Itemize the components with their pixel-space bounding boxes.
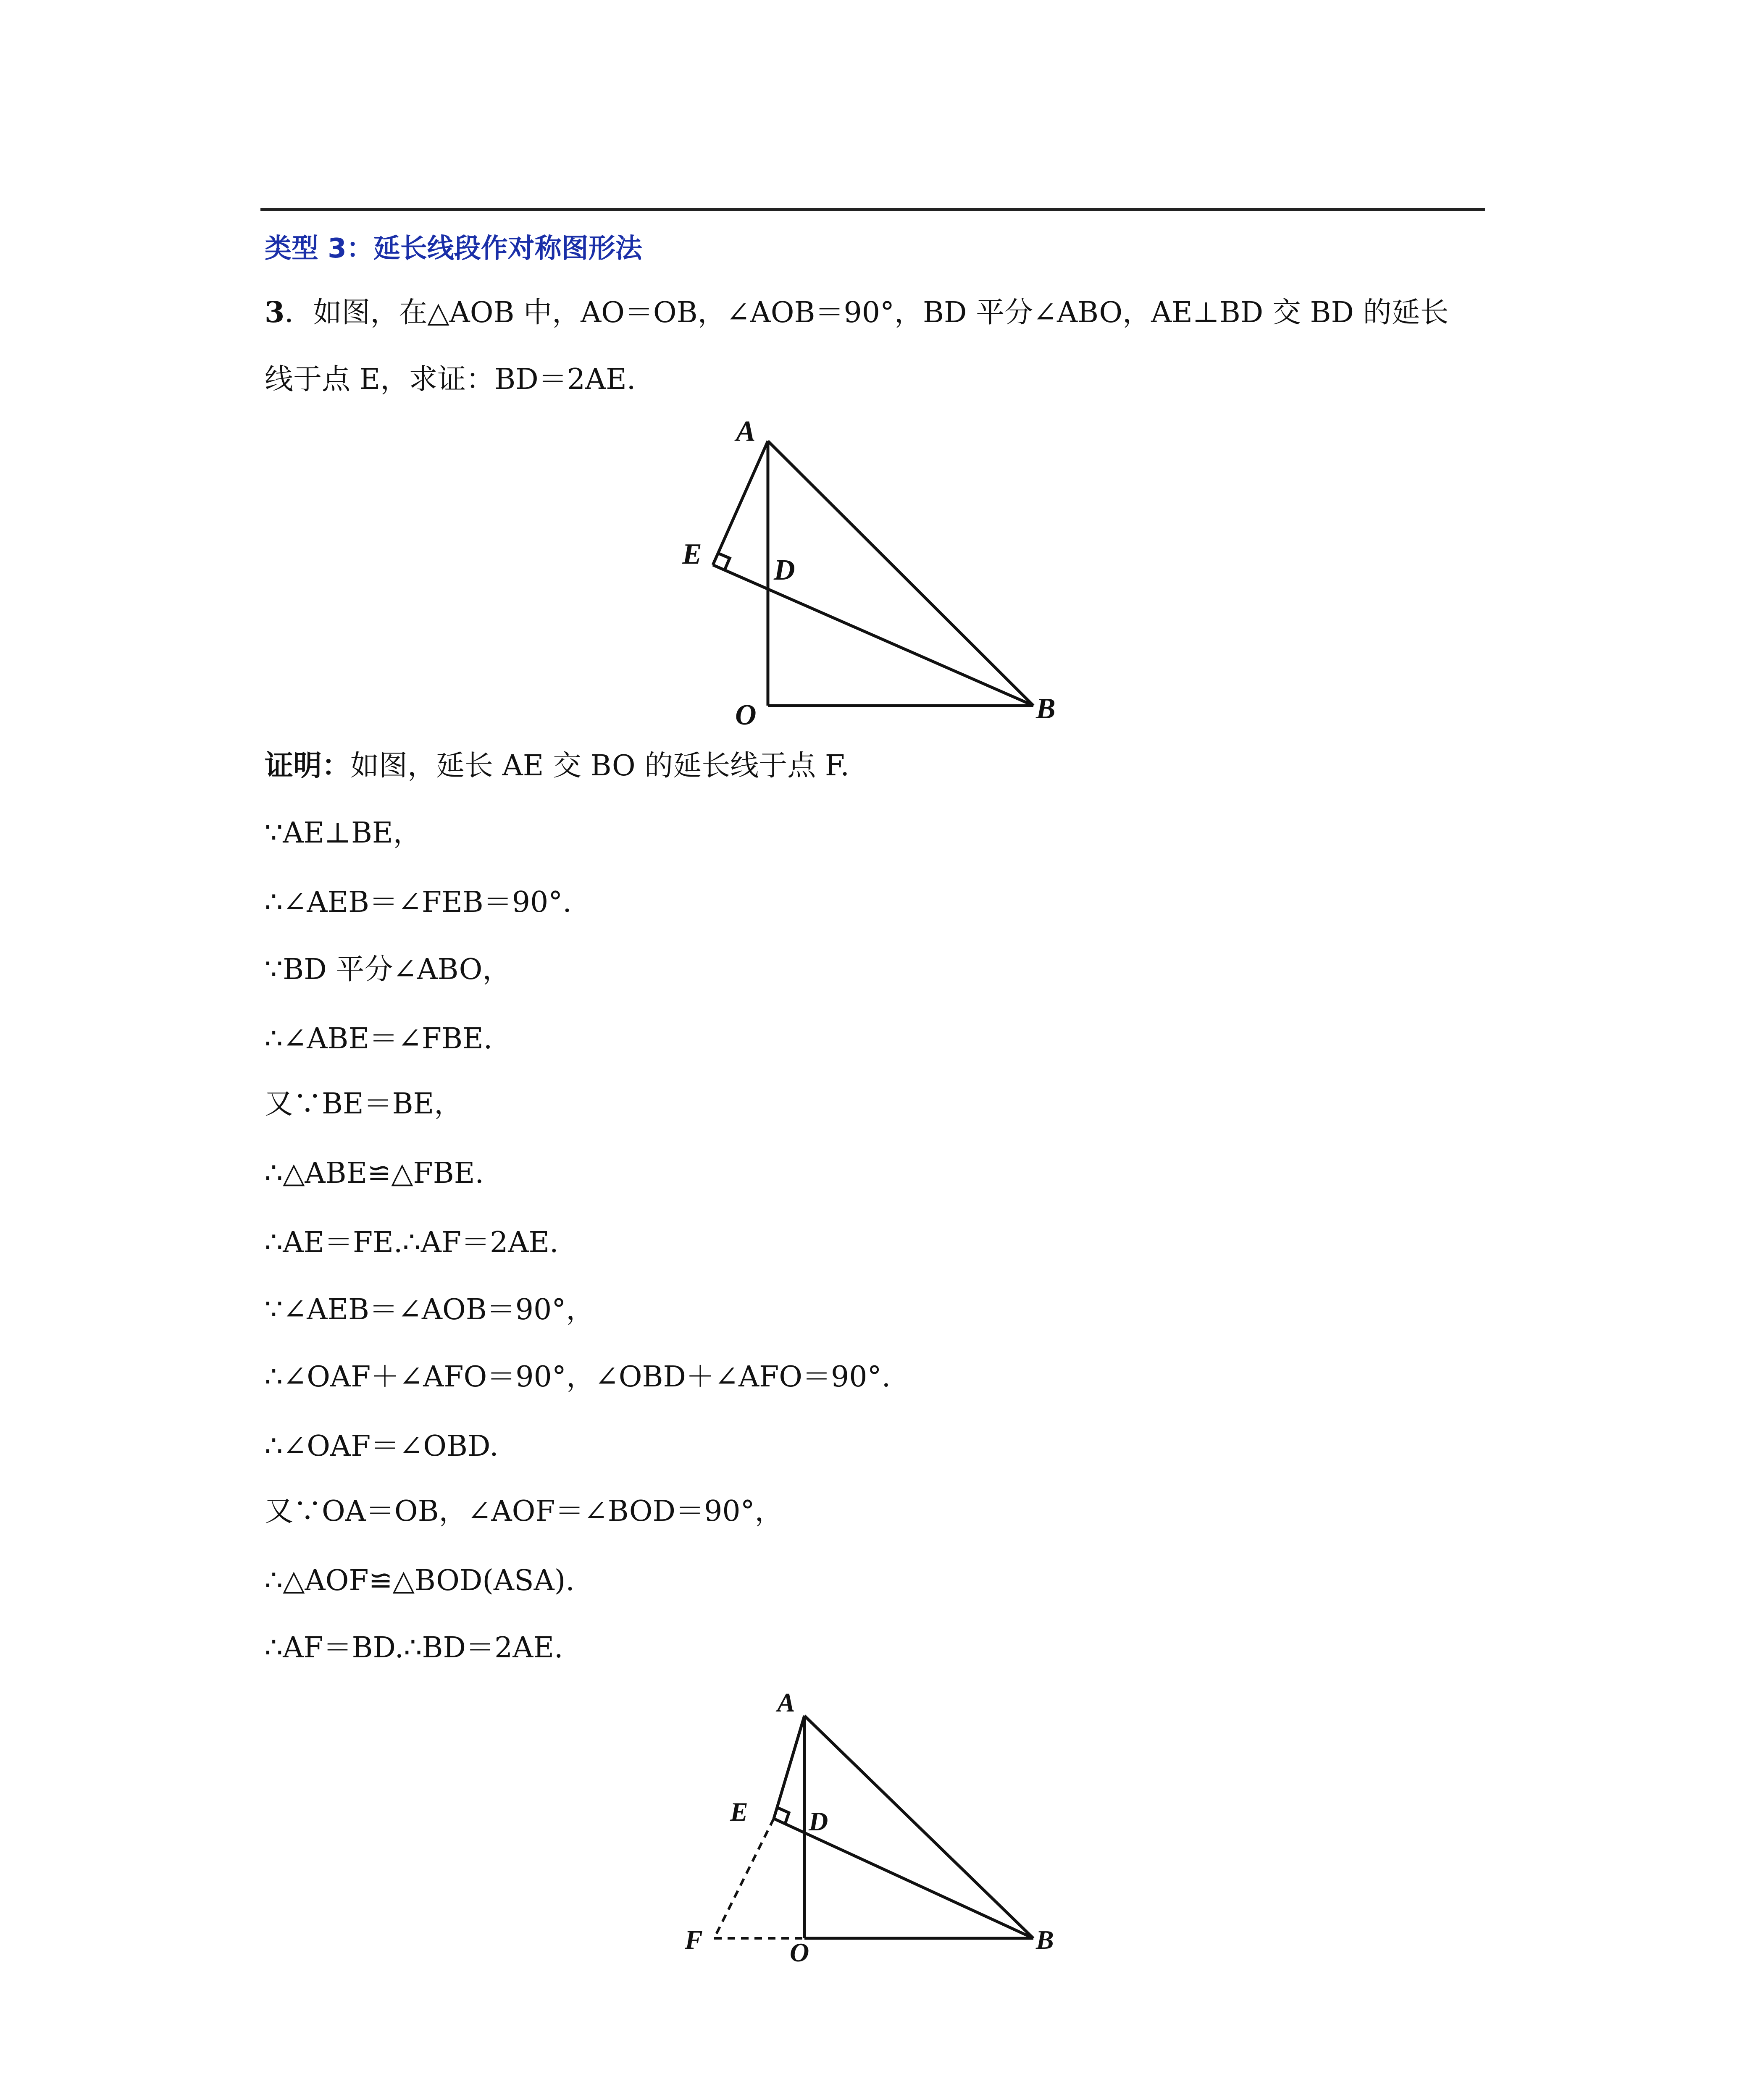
- proof-step: ∴∠OAF＝∠OBD.: [265, 1430, 499, 1463]
- section-heading: 类型 3：延长线段作对称图形法: [265, 233, 642, 264]
- label-O: O: [790, 1937, 809, 1967]
- proof-step: ∴△ABE≌△FBE.: [265, 1157, 484, 1190]
- proof-step: ∵BD 平分∠ABO，: [265, 953, 511, 986]
- figure-2: [664, 1684, 1075, 1987]
- proof-step: ∵AE⊥BE，: [265, 816, 422, 850]
- proof-step: ∴AE＝FE.∴AF＝2AE.: [265, 1226, 559, 1259]
- label-D: D: [774, 554, 795, 586]
- proof-intro-line: [265, 749, 850, 782]
- label-A: A: [777, 1688, 795, 1717]
- proof-step: 又∵OA＝OB，∠AOF＝∠BOD＝90°，: [265, 1495, 783, 1528]
- problem-number: 3: [265, 296, 285, 329]
- proof-step: ∵∠AEB＝∠AOB＝90°，: [265, 1293, 595, 1326]
- problem-line-2: 线于点 E，求证：BD＝2AE.: [265, 363, 636, 396]
- problem-text-1: ．如图，在△AOB 中，AO＝OB，∠AOB＝90°，BD 平分∠ABO，AE⊥BD 交 BD 的延长: [284, 296, 1449, 329]
- label-A: A: [736, 415, 756, 448]
- figure-1: [664, 412, 1075, 731]
- segment-EF-dashed: [714, 1819, 774, 1938]
- proof-step: ∴∠ABE＝∠FBE.: [265, 1022, 493, 1055]
- segment-EB: [774, 1819, 1033, 1938]
- segment-AE: [713, 441, 768, 565]
- label-E: E: [682, 538, 702, 570]
- proof-intro: 如图，延长 AE 交 BO 的延长线于点 F.: [350, 749, 850, 782]
- label-O: O: [735, 699, 757, 731]
- proof-step: ∴AF＝BD.∴BD＝2AE.: [265, 1631, 563, 1664]
- segment-AB: [768, 441, 1033, 706]
- segment-AE: [774, 1716, 804, 1819]
- label-B: B: [1036, 1925, 1054, 1955]
- label-E: E: [730, 1797, 748, 1827]
- proof-step: ∴△AOF≌△BOD(ASA).: [265, 1564, 575, 1597]
- segment-AB: [804, 1716, 1033, 1938]
- proof-step: 又∵BE＝BE，: [265, 1087, 463, 1121]
- segment-EB: [713, 565, 1033, 706]
- proof-step: ∴∠OAF＋∠AFO＝90°，∠OBD＋∠AFO＝90°.: [265, 1360, 891, 1394]
- top-rule: [260, 208, 1485, 211]
- problem-line-1: [265, 298, 1449, 327]
- label-D: D: [809, 1806, 828, 1836]
- label-B: B: [1036, 693, 1056, 725]
- proof-step: ∴∠AEB＝∠FEB＝90°.: [265, 886, 572, 919]
- label-F: F: [685, 1925, 703, 1955]
- proof-title: 证明：: [265, 749, 351, 782]
